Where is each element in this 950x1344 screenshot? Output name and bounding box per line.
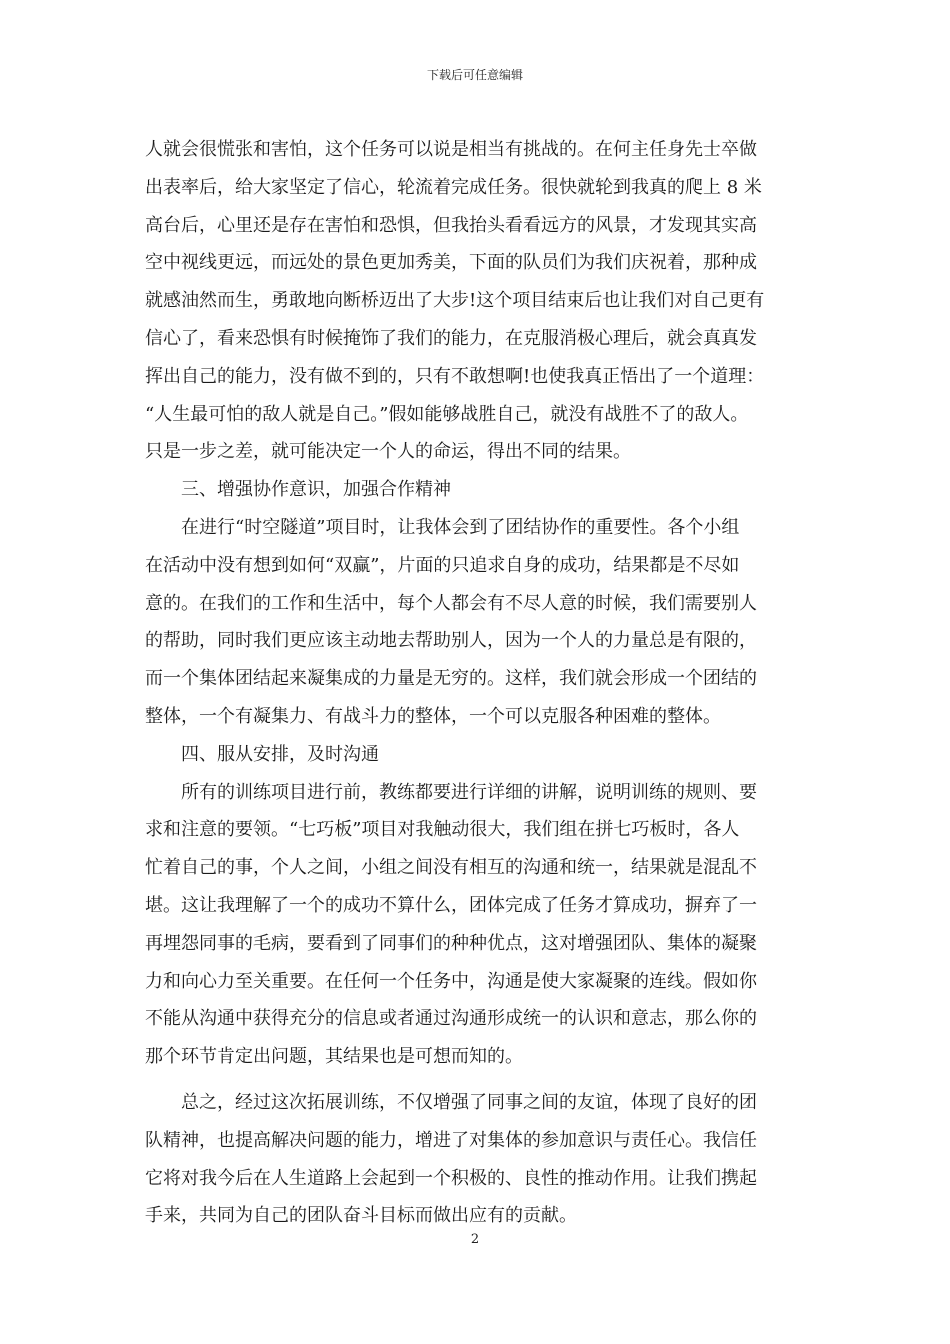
text-line: 整体，一个有凝集力、有战斗力的整体，一个可以克服各种困难的整体。 bbox=[145, 705, 721, 727]
text-line: 就感油然而生，勇敢地向断桥迈出了大步!这个项目结束后也让我们对自己更有 bbox=[145, 290, 765, 312]
text-line: 手来，共同为自己的团队奋斗目标而做出应有的贡献。 bbox=[145, 1205, 577, 1227]
document-body bbox=[145, 131, 813, 1235]
text-line: 出表率后，给大家坚定了信心，轮流着完成任务。很快就轮到我真的爬上 8 米 bbox=[145, 176, 762, 198]
text-line: 人就会很慌张和害怕，这个任务可以说是相当有挑战的。在何主任身先士卒做 bbox=[145, 139, 757, 160]
text-line: 意的。在我们的工作和生活中，每个人都会有不尽人意的时候，我们需要别人 bbox=[145, 592, 757, 614]
text-line: 忙着自己的事，个人之间，小组之间没有相互的沟通和统一，结果就是混乱不 bbox=[145, 857, 757, 879]
text-line: 而一个集体团结起来凝集成的力量是无穷的。这样，我们就会形成一个团结的 bbox=[145, 668, 757, 690]
text-line: 力和向心力至关重要。在任何一个任务中，沟通是使大家凝聚的连线。假如你 bbox=[145, 970, 757, 992]
text-line: 再埋怨同事的毛病，要看到了同事们的种种优点，这对增强团队、集体的凝聚 bbox=[145, 932, 757, 954]
text-line: 信心了，看来恐惧有时候掩饰了我们的能力，在克服消极心理后，就会真真发 bbox=[145, 327, 757, 349]
text-line: 堪。这让我理解了一个的成功不算什么，团体完成了任务才算成功，摒弃了一 bbox=[145, 894, 757, 916]
text-line: 高台后，心里还是存在害怕和恐惧，但我抬头看看远方的风景，才发现其实高 bbox=[145, 214, 757, 236]
paragraph-gap bbox=[145, 1076, 813, 1084]
text-line: 它将对我今后在人生道路上会起到一个积极的、良性的推动作用。让我们携起 bbox=[145, 1167, 757, 1189]
text-line: 挥出自己的能力，没有做不到的，只有不敢想啊!也使我真正悟出了一个道理： bbox=[145, 365, 765, 387]
text-line: 在进行“时空隧道”项目时，让我体会到了团结协作的重要性。各个小组 bbox=[145, 516, 740, 538]
paragraph-2 bbox=[145, 509, 813, 736]
text-line: 空中视线更远，而远处的景色更加秀美，下面的队员们为我们庆祝着，那种成 bbox=[145, 252, 757, 274]
text-line: 那个环节肯定出问题，其结果也是可想而知的。 bbox=[145, 1046, 523, 1068]
text-line: 的帮助，同时我们更应该主动地去帮助别人，因为一个人的力量总是有限的， bbox=[145, 630, 757, 652]
section-heading-4: 四、服从安排，及时沟通 bbox=[181, 743, 379, 765]
text-line: 队精神，也提高解决问题的能力，增进了对集体的参加意识与责任心。我信任 bbox=[145, 1129, 757, 1151]
text-line: 所有的训练项目进行前，教练都要进行详细的讲解，说明训练的规则、要 bbox=[145, 781, 757, 803]
text-line: 总之，经过这次拓展训练，不仅增强了同事之间的友谊，体现了良好的团 bbox=[145, 1091, 757, 1113]
text-line: 只是一步之差，就可能决定一个人的命运，得出不同的结果。 bbox=[145, 441, 631, 463]
text-line: 不能从沟通中获得充分的信息或者通过沟通形成统一的认识和意志，那么你的 bbox=[145, 1008, 757, 1030]
paragraph-4 bbox=[145, 1084, 813, 1235]
text-line: “人生最可怕的敌人就是自己。”假如能够战胜自己，就没有战胜不了的敌人。 bbox=[145, 403, 749, 425]
page-number: 2 bbox=[470, 1232, 480, 1247]
text-line: 求和注意的要领。“七巧板”项目对我触动很大，我们组在拼七巧板时，各人 bbox=[145, 819, 740, 841]
paragraph-1 bbox=[145, 131, 813, 471]
page-header: 下载后可任意编辑 bbox=[426, 68, 523, 82]
text-line: 在活动中没有想到如何“双赢”，片面的只追求自身的成功，结果都是不尽如 bbox=[145, 554, 740, 576]
paragraph-3 bbox=[145, 774, 813, 1076]
section-heading-3: 三、增强协作意识，加强合作精神 bbox=[181, 479, 451, 501]
